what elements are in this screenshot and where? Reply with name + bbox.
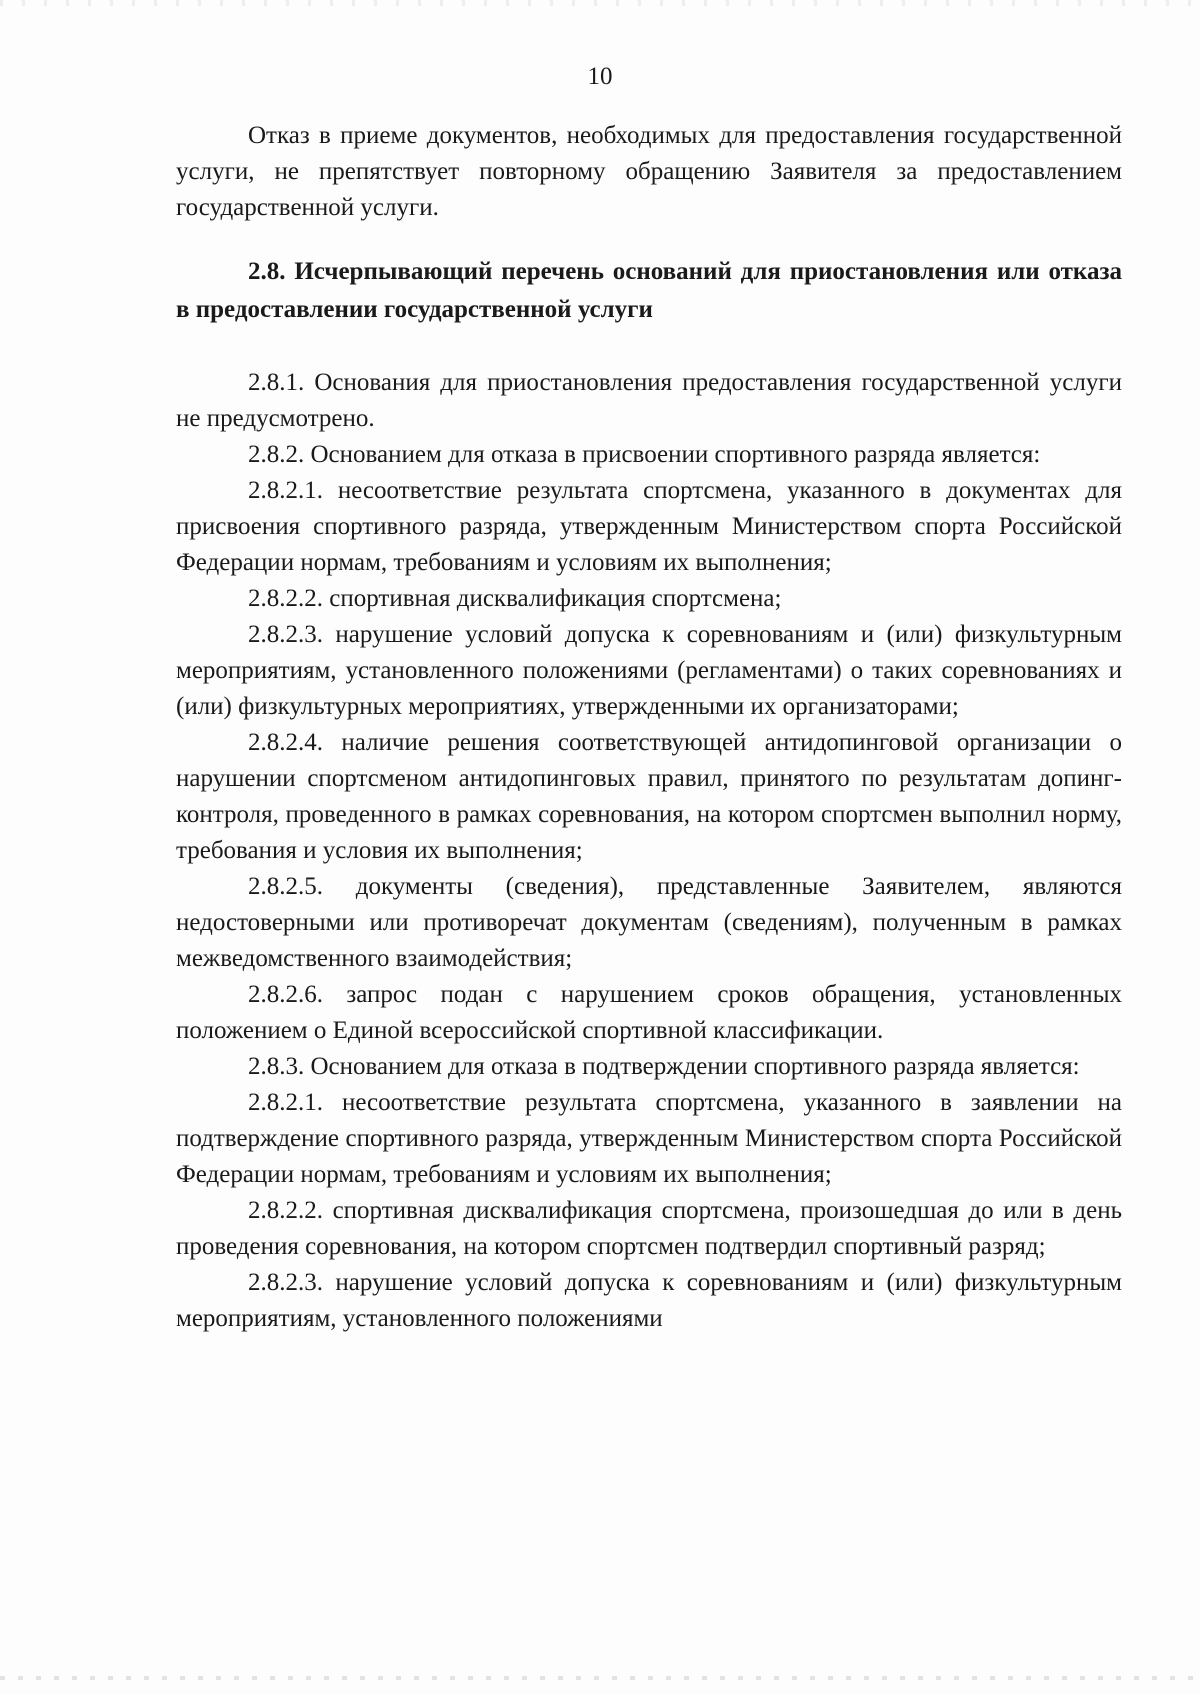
section-heading: 2.8. Исчерпывающий перечень оснований для приостановления или отказа в предоставлении государственной услуги (176, 258, 1122, 323)
paragraph-confirm-2-8-2-1: 2.8.2.1. несоответствие результата спортсмена, указанного в заявлении на подтверждение спортивного разряда, утвержденным Министерством спорта Российской Федерации нормам, требованиям и условиям их выполнения; (176, 1089, 1122, 1188)
scan-artifact-bottom (0, 1676, 1200, 1680)
paragraph-2-8-3: 2.8.3. Основанием для отказа в подтверждении спортивного разряда является: (248, 1053, 1080, 1080)
paragraph-confirm-2-8-2-3: 2.8.2.3. нарушение условий допуска к соревнованиям и (или) физкультурным мероприятиям, установленного положениями (176, 1269, 1122, 1332)
paragraph-2-8-2-2: 2.8.2.2. спортивная дисквалификация спортсмена; (248, 585, 782, 612)
intro-paragraph: Отказ в приеме документов, необходимых для предоставления государственной услуги, не препятствует повторному обращению Заявителя за предоставлением государственной услуги. (176, 122, 1122, 221)
paragraph-2-8-2-4: 2.8.2.4. наличие решения соответствующей антидопинговой организации о нарушении спортсменом антидопинговых правил, принятого по результатам допинг-контроля, проведенного в рамках соревнования, на котором спортсмен выполнил норму, требования и условия их выполнения; (176, 729, 1122, 864)
page-number: 10 (587, 63, 613, 90)
paragraph-2-8-2-1: 2.8.2.1. несоответствие результата спортсмена, указанного в документах для присвоения спортивного разряда, утвержденным Министерством спорта Российской Федерации нормам, требованиям и условиям их выполнения; (176, 477, 1122, 576)
paragraph-2-8-1: 2.8.1. Основания для приостановления предоставления государственной услуги не предусмотрено. (176, 369, 1122, 432)
paragraph-2-8-2: 2.8.2. Основанием для отказа в присвоении спортивного разряда является: (248, 441, 1041, 468)
paragraph-2-8-2-6: 2.8.2.6. запрос подан с нарушением сроков обращения, установленных положением о Единой всероссийской спортивной классификации. (176, 981, 1122, 1044)
paragraph-2-8-2-3: 2.8.2.3. нарушение условий допуска к соревнованиям и (или) физкультурным мероприятиям, установленного положениями (регламентами) о таких соревнованиях и (или) физкультурных мероприятиях, утвержденными их организаторами; (176, 621, 1122, 720)
paragraph-confirm-2-8-2-2: 2.8.2.2. спортивная дисквалификация спортсмена, произошедшая до или в день проведения соревнования, на котором спортсмен подтвердил спортивный разряд; (176, 1197, 1122, 1260)
scan-artifact-top (0, 0, 1200, 6)
document-body (176, 118, 1122, 1337)
paragraph-2-8-2-5: 2.8.2.5. документы (сведения), представленные Заявителем, являются недостоверными или противоречат документам (сведениям), полученным в рамках межведомственного взаимодействия; (176, 873, 1122, 972)
